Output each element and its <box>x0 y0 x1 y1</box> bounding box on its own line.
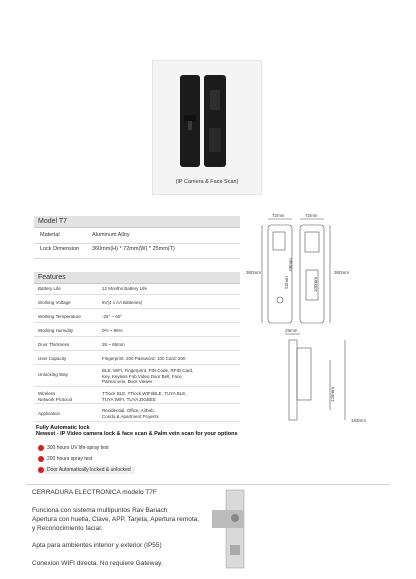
dim-label: 360mm <box>246 270 262 275</box>
spanish-wifi: Conexion WIFI directa. No requiere Gateway. <box>32 560 163 567</box>
feature-row <box>34 297 240 309</box>
check-item: Door Automatically locked & unlocked <box>38 466 135 474</box>
divider <box>34 243 240 244</box>
hero-caption: (IP Camera & Face Scan) <box>175 179 239 185</box>
feature-value: Fingerprint: 200 Password: 100 Card: 200 <box>102 356 186 361</box>
feature-value: 12 Months Battery Life <box>102 286 148 291</box>
feature-label: Application <box>38 411 61 416</box>
feature-value: 0% ~ 95% <box>102 328 123 333</box>
feature-value: BLE, WiFi, Fingerprint, PIN Code, RFID Card, Key, Keyless Fob,Video Door Bell, Face, Palmai vein, Door Viewer <box>102 368 194 384</box>
feature-label: Working Humidity <box>38 328 74 333</box>
spec-row-dimension <box>34 246 240 256</box>
automatic-heading: Fully Automatic lock <box>36 425 90 431</box>
feature-row <box>34 389 240 404</box>
spec-label: Material <box>40 232 60 238</box>
dim-label: 72mm <box>305 213 318 218</box>
red-dot-icon <box>38 456 44 462</box>
feature-value: Residential, Office, Airbnb, Condo & Apartment Projects <box>102 408 159 419</box>
check-item: 300 hours UV life-spray test <box>38 444 109 452</box>
features-heading: Features <box>34 272 240 284</box>
spanish-line: Apertura con huella, Clave, APP, Tarjeta, Apertura remota, <box>32 516 200 523</box>
feature-row <box>34 325 240 337</box>
feature-label: User Capacity <box>38 356 67 361</box>
feature-value: 35 ~ 65mm <box>102 342 125 347</box>
feature-row <box>34 311 240 323</box>
spanish-line: Funciona con sistema multipuntos Rav Bariach <box>32 507 168 514</box>
feature-row <box>34 286 240 295</box>
spec-value: 360mm(H) * 72mm(W) * 25mm(T) <box>92 246 175 252</box>
red-dot-icon <box>38 467 44 473</box>
feature-label: Working Voltage <box>38 300 71 305</box>
spec-value: Aluminum Alloy <box>92 232 130 238</box>
feature-label: Door Thickness <box>38 342 70 347</box>
feature-value: TTlock BLE, TTlock WIFI/BLE, TUYA BLE, TUYA WIFI, TUYA ZIGBEE <box>102 391 187 402</box>
spec-row-material <box>34 232 240 242</box>
feature-value: 6V(4 x AA Batteries) <box>102 300 143 305</box>
feature-row <box>34 353 240 365</box>
dim-label: 72mm <box>272 213 285 218</box>
feature-label: Battery Life <box>38 286 61 291</box>
divider <box>34 258 240 259</box>
section-divider <box>26 484 390 485</box>
spanish-line: y Reconocimiento facial. <box>32 525 103 532</box>
spec-label: Lock Dimension <box>40 246 80 252</box>
feature-value: -25° ~ 60° <box>102 314 123 319</box>
dim-label: 126mm <box>330 386 336 403</box>
feature-row <box>34 406 240 422</box>
dim-label: 25mm <box>285 328 298 333</box>
dim-label: 183mm <box>351 418 367 423</box>
front-dimension-drawing <box>262 219 330 323</box>
automatic-subheading: Newest - IP Video camera lock & face scan & Palm vein scan for your options <box>36 431 238 437</box>
spanish-title: CERRADURA ELECTRONICA modelo T7F <box>32 489 157 496</box>
model-heading: Model T7 <box>34 216 240 228</box>
check-item: 200 hours spray test <box>38 455 92 463</box>
side-dimension-drawing <box>285 334 345 420</box>
dim-label: 360mm <box>334 270 350 275</box>
red-dot-icon <box>38 445 44 451</box>
lock-mortise-image <box>212 490 244 568</box>
feature-label: Wireless Network Protocol <box>38 391 73 402</box>
feature-row <box>34 339 240 351</box>
feature-row <box>34 367 240 387</box>
feature-label: Working Temperature <box>38 314 81 319</box>
dim-label: 100mm <box>313 276 319 293</box>
dim-label: 52mm <box>283 276 289 289</box>
dim-label: 68mm <box>287 258 293 271</box>
spanish-apt: Apta para ambientes interior y exterior (IP55) <box>32 542 162 549</box>
lock-product-image <box>180 75 226 167</box>
feature-label: Unlocking Way <box>38 372 68 377</box>
